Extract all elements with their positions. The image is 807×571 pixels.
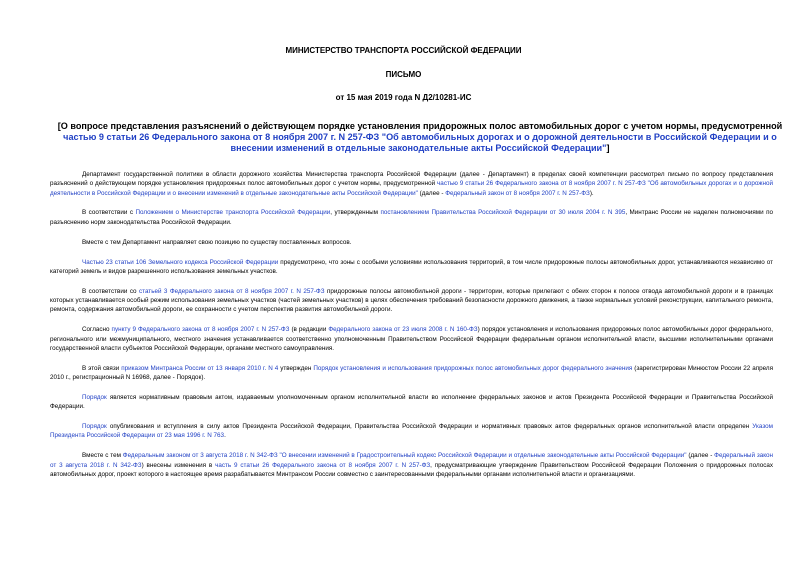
procedure-link[interactable]: Порядок [82, 423, 107, 431]
decree-link[interactable]: Указом Президента Российской Федерации от 23 мая 1996 г. N 763 [50, 423, 773, 440]
procedure-link[interactable]: Порядок установления и использования придорожных полос автомобильных дорог федерального значения [313, 364, 633, 372]
letter-body [50, 170, 773, 490]
paragraph-text: Вместе с тем Департамент направляет свою позицию по существу поставленных вопросов. [82, 238, 352, 246]
paragraph-3 [50, 238, 773, 247]
paragraph-2 [50, 208, 773, 227]
regulation-link[interactable]: Положением о Министерстве транспорта Российской Федерации [135, 209, 331, 217]
order-link[interactable]: приказом Минтранса России от 13 января 2010 г. N 4 [121, 364, 279, 372]
document-subject [50, 121, 790, 155]
paragraph-text: Департамент государственной политики в области дорожного хозяйства Министерства транспорта Российской Федерации (далее - Департамент) в пределах своей компетенции рассмотрел письмо по вопросу представления разъяснений о действующем порядке установления придорожных полос автомобильных дорог с учетом нормы, предусмотренной [50, 171, 773, 188]
paragraph-text: , утвержденным [330, 209, 381, 217]
paragraph-text: ) внесены изменения в [141, 461, 216, 469]
paragraph-text: , предусматривающие утверждение Правительством Российской Федерации Положения о придорожных полосах автомобильных дорог, проект которого в настоящее время разрабатывается Минтрансом России совместно с заинтересованными федеральными органами исполнительной власти и организациями. [50, 461, 774, 478]
law-part-link[interactable]: часть 9 статьи 26 Федерального закона от 8 ноября 2007 г. N 257-ФЗ [215, 461, 431, 469]
resolution-link[interactable]: постановлением Правительства Российской Федерации от 30 июля 2004 г. N 395 [380, 209, 626, 217]
land-code-link[interactable]: Частью 23 статьи 106 Земельного кодекса Российской Федерации [82, 258, 279, 266]
document-type-heading: ПИСЬМО [385, 70, 422, 79]
paragraph-6 [50, 325, 773, 353]
paragraph-text: (далее - [417, 189, 446, 197]
subject-text-end: ] [606, 143, 610, 154]
federal-law-link[interactable]: Федеральным законом от 3 августа 2018 г. N 342-ФЗ "О внесении изменений в Градостроительный кодекс Российской Федерации и отдельные законодательные акты Российской Федерации" [122, 452, 687, 460]
paragraph-text: В этой связи [82, 364, 122, 372]
paragraph-text: (далее - [686, 452, 715, 460]
law-link[interactable]: частью 9 статьи 26 Федерального закона от 8 ноября 2007 г. N 257-ФЗ "Об автомобильных дорогах и о дорожной деятельности в Российской Федерации и о внесении изменений в отдельные законодательные акты Российской Федерации" [50, 180, 773, 197]
date-number-heading: от 15 мая 2019 года N Д2/10281-ИС [335, 93, 472, 102]
paragraph-text: , Минтранс России не наделен полномочиями по разъяснению норм законодательства Российской Федерации. [50, 209, 773, 226]
paragraph-9 [50, 422, 773, 441]
law-clause-link[interactable]: пункту 9 Федерального закона от 8 ноября 2007 г. N 257-ФЗ [111, 326, 290, 334]
paragraph-text: предусмотрено, что зоны с особыми условиями использования территорий, в том числе придорожные полосы автомобильных дорог, устанавливаются независимо от категорий земель и видов разрешенного использования земельных участков. [50, 258, 773, 275]
paragraph-text: (зарегистрирован Минюстом России 22 апреля 2010 г., регистрационный N 16968, далее - Порядок). [50, 364, 774, 382]
paragraph-text: опубликования и вступления в силу актов Президента Российской Федерации, Правительства Российской Федерации и нормативных правовых актов федеральных органов исполнительной власти определен [106, 423, 753, 431]
paragraph-text: В соответствии с [82, 209, 136, 217]
paragraph-text: В соответствии со [82, 287, 139, 295]
law-article-link[interactable]: статьей 3 Федерального закона от 8 ноября 2007 г. N 257-ФЗ [138, 287, 325, 295]
paragraph-text: ) порядок установления и использования придорожных полос автомобильных дорог федерального, регионального или межмуниципального, местного значения устанавливается соответственно уполномоченным Правительством Российской Федерации федеральным органом исполнительной власти, высшими исполнительными органами государственной власти субъектов Российской Федерации, органами местного самоуправления. [50, 326, 773, 352]
federal-law-short-link[interactable]: Федеральный закон от 3 августа 2018 г. N 342-ФЗ [50, 452, 774, 469]
paragraph-text: (в редакции [289, 326, 329, 334]
law-amendment-link[interactable]: Федерального закона от 23 июля 2008 г. N 160-ФЗ [328, 326, 478, 334]
ministry-heading: МИНИСТЕРСТВО ТРАНСПОРТА РОССИЙСКОЙ ФЕДЕРАЦИИ [285, 46, 522, 55]
paragraph-text: Вместе с тем [82, 452, 123, 460]
subject-law-link[interactable]: частью 9 статьи 26 Федерального закона от 8 ноября 2007 г. N 257-ФЗ "Об автомобильных дорогах и о дорожной деятельности в Российской Федерации и о внесении изменений в отдельные законодательные акты Российской Федерации" [63, 132, 777, 154]
paragraph-5 [50, 287, 773, 315]
paragraph-text: ). [589, 189, 594, 197]
procedure-link[interactable]: Порядок [82, 393, 107, 401]
paragraph-10 [50, 451, 773, 479]
paragraph-text: Согласно [82, 326, 112, 334]
paragraph-text: придорожные полосы автомобильной дороги - территории, которые прилегают с обеих сторон к полосе отвода автомобильной дороги и в границах которых устанавливается особый режим использования земельных участков (частей земельных участков) в целях обеспечения требований безопасности дорожного движения, а также нормальных условий реконструкции, капитального ремонта, ремонта, содержания автомобильной дороги, ее сохранности с учетом перспектив развития автомобильной дороги. [50, 287, 773, 314]
paragraph-text: . [224, 432, 226, 440]
paragraph-text: утвержден [278, 364, 314, 372]
paragraph-7 [50, 364, 773, 383]
law-link[interactable]: Федеральный закон от 8 ноября 2007 г. N 257-ФЗ [445, 189, 590, 197]
paragraph-text: является нормативным правовым актом, издаваемым уполномоченным органом исполнительной власти во исполнение федеральных законов и актов Президента Российской Федерации и Правительства Российской Федерации. [50, 393, 773, 411]
paragraph-4 [50, 258, 773, 277]
paragraph-1 [50, 170, 773, 198]
paragraph-8 [50, 393, 773, 412]
subject-text: [О вопросе представления разъяснений о действующем порядке установления придорожных полос автомобильных дорог с учетом нормы, предусмотренной [57, 121, 783, 131]
